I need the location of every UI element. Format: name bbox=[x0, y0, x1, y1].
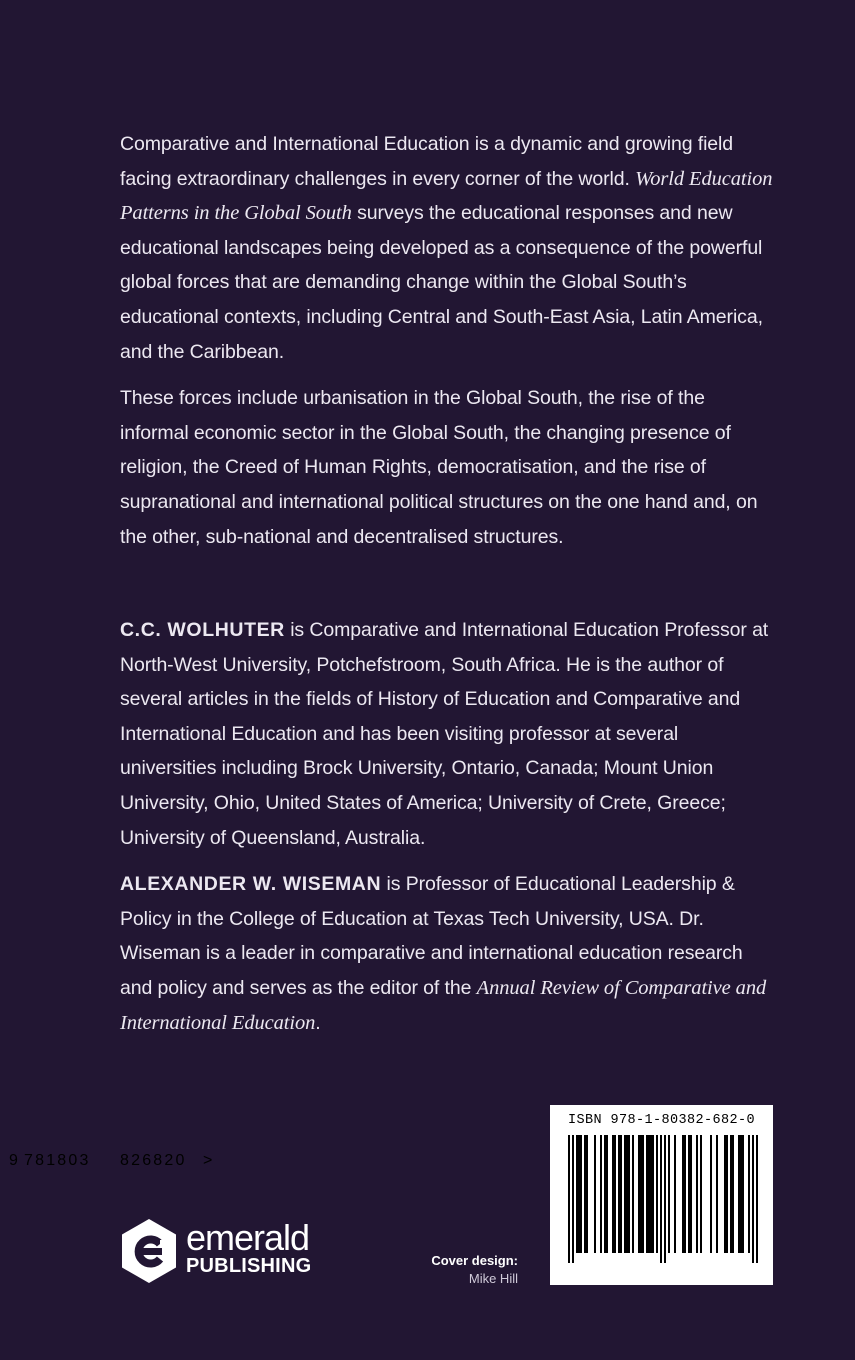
barcode-bar bbox=[572, 1135, 574, 1263]
barcode-bar bbox=[688, 1135, 692, 1253]
barcode-bar bbox=[604, 1135, 608, 1253]
barcode-bar bbox=[730, 1135, 734, 1253]
ean-quiet-zone-mark: > bbox=[203, 1152, 213, 1169]
barcode-bar bbox=[710, 1135, 712, 1253]
publisher-subtitle: PUBLISHING bbox=[186, 1255, 312, 1277]
book-title: World Education Patterns in the Global South bbox=[120, 167, 773, 225]
barcode-bar bbox=[724, 1135, 728, 1253]
barcode-bar bbox=[646, 1135, 654, 1253]
author-bio-text: is Professor of Educational Leadership & Policy in the College of Education at Texas Tech University, USA. Dr. Wiseman is a leader in comparative and international education research and policy and serves as the editor of the bbox=[120, 873, 743, 999]
ean-first-digit: 9 bbox=[9, 1152, 18, 1169]
author-bio-text: is Comparative and International Education Professor at North-West University, Potchefstroom, South Africa. He is the author of several articles in the fields of History of Education and Comparative and International Education and has been visiting professor at several universities including Brock University, Ontario, Canada; Mount Union University, Ohio, United States of America; University of Crete, Greece; University of Queensland, Australia. bbox=[120, 619, 769, 849]
barcode-bar bbox=[624, 1135, 630, 1253]
blurb-text-1a: Comparative and International Education is a dynamic and growing field facing extraordinary challenges in every corner of the world. bbox=[120, 133, 734, 190]
blurb bbox=[120, 127, 775, 554]
ean-left-digits: 781803 bbox=[24, 1152, 91, 1169]
barcode-bar bbox=[748, 1135, 750, 1253]
isbn-barcode bbox=[550, 1105, 773, 1285]
isbn-number: ISBN 978-1-80382-682-0 bbox=[567, 1113, 756, 1128]
barcode-bar bbox=[584, 1135, 588, 1253]
barcode-bar bbox=[656, 1135, 658, 1253]
barcode-bar bbox=[600, 1135, 602, 1253]
barcode-bar bbox=[568, 1135, 570, 1263]
author-bio-wiseman bbox=[120, 867, 775, 1040]
author-bio-wolhuter bbox=[120, 613, 775, 855]
barcode-bar bbox=[700, 1135, 702, 1253]
ean-right-digits: 826820 bbox=[120, 1152, 187, 1169]
blurb-paragraph-1 bbox=[120, 127, 775, 369]
barcode-bar bbox=[668, 1135, 670, 1253]
barcode-bar bbox=[638, 1135, 644, 1253]
journal-title: Annual Review of Comparative and International Education bbox=[120, 976, 767, 1034]
barcode-bar bbox=[612, 1135, 616, 1253]
barcode-bar bbox=[752, 1135, 754, 1263]
emerald-e-hexagon-icon bbox=[120, 1218, 178, 1284]
barcode-bar bbox=[738, 1135, 744, 1253]
blurb-text-1b: surveys the educational responses and new educational landscapes being developed as a consequence of the powerful global forces that are demanding change within the Global South’s educational contexts, including Central and South-East Asia, Latin America, and the Caribbean. bbox=[120, 202, 763, 363]
blurb-paragraph-2: These forces include urbanisation in the Global South, the rise of the informal economic sector in the Global South, the changing presence of religion, the Creed of Human Rights, democratisation, and the rise of supranational and international political structures on the one hand and, on the other, sub-national and decentralised structures. bbox=[120, 387, 758, 548]
cover-design-label: Cover design: bbox=[431, 1253, 518, 1268]
author-bio-end: . bbox=[315, 1011, 321, 1034]
barcode-bar bbox=[618, 1135, 622, 1253]
barcode-bar bbox=[576, 1135, 582, 1253]
barcode-bar bbox=[674, 1135, 676, 1253]
barcode-bar bbox=[594, 1135, 596, 1253]
barcode-bar bbox=[660, 1135, 662, 1263]
author-name: C.C. WOLHUTER bbox=[120, 619, 285, 641]
barcode-bar bbox=[682, 1135, 686, 1253]
barcode-bar bbox=[696, 1135, 698, 1253]
barcode-bar bbox=[664, 1135, 666, 1263]
cover-credits bbox=[431, 1252, 518, 1288]
barcode-bar bbox=[632, 1135, 634, 1253]
author-bios bbox=[120, 613, 775, 1040]
publisher-logo bbox=[120, 1218, 330, 1286]
publisher-name: emerald bbox=[186, 1217, 310, 1258]
author-name: ALEXANDER W. WISEMAN bbox=[120, 873, 382, 896]
barcode-bars bbox=[550, 1105, 773, 1285]
barcode-bar bbox=[716, 1135, 718, 1253]
cover-designer-name: Mike Hill bbox=[468, 1271, 518, 1286]
barcode-bar bbox=[756, 1135, 758, 1263]
